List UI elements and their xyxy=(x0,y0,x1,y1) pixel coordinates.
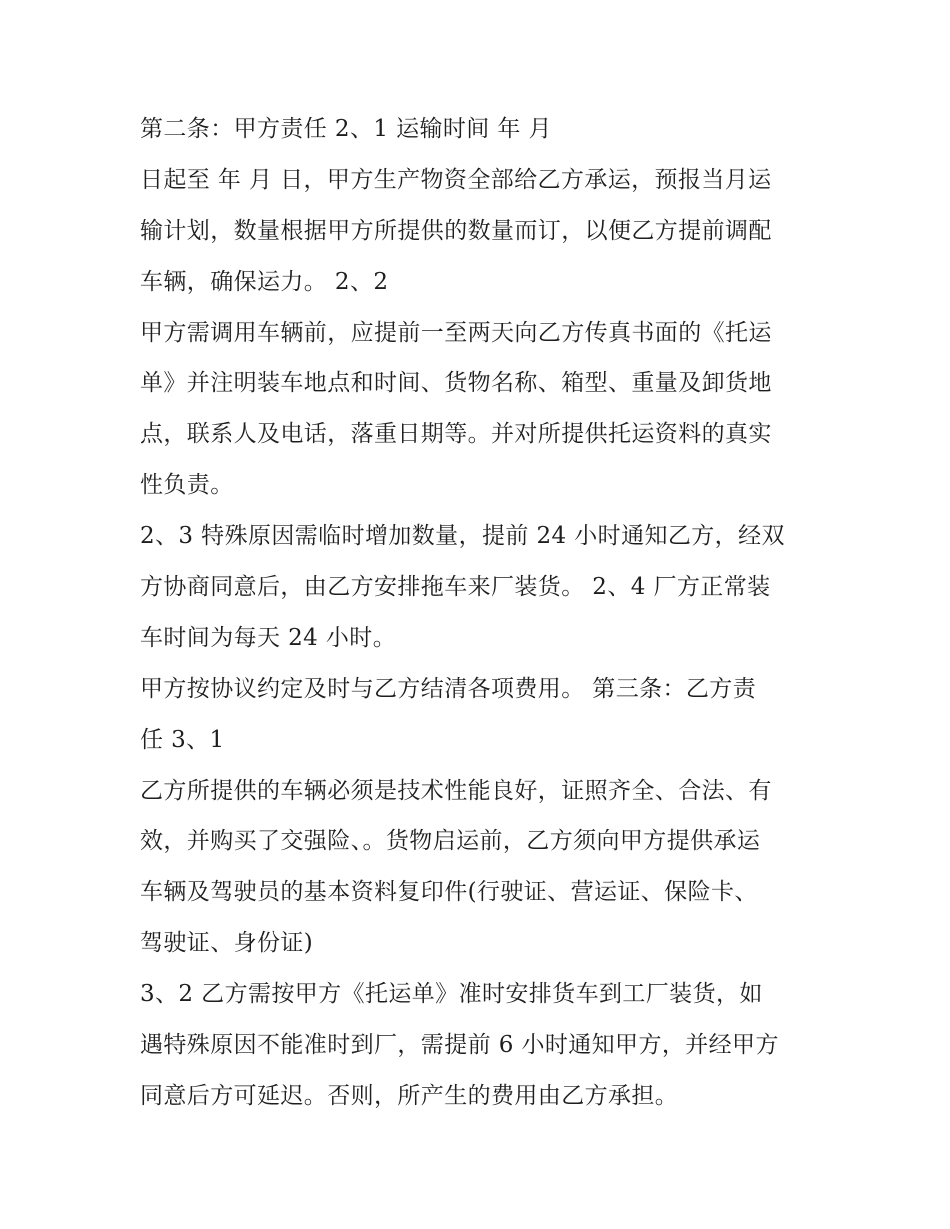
text-line: 驾驶证、身份证) xyxy=(140,930,314,957)
text-line: 任 3、1 xyxy=(140,726,225,753)
text-line: 遇特殊原因不能准时到厂，需提前 6 小时通知甲方，并经甲方 xyxy=(140,1032,779,1059)
text-line: 3、2 乙方需按甲方《托运单》准时安排货车到工厂装货，如 xyxy=(140,981,763,1008)
text-line: 车时间为每天 24 小时。 xyxy=(140,624,397,651)
text-line: 甲方按协议约定及时与乙方结清各项费用。 第三条：乙方责 xyxy=(140,675,757,702)
contract-text-block xyxy=(140,104,820,1122)
text-line: 2、3 特殊原因需临时增加数量，提前 24 小时通知乙方，经双 xyxy=(140,523,785,550)
text-line: 车辆，确保运力。 2、2 xyxy=(140,268,389,295)
text-line: 性负责。 xyxy=(140,472,234,499)
text-line: 日起至 年 月 日，甲方生产物资全部给乙方承运，预报当月运 xyxy=(140,166,772,193)
text-line: 效，并购买了交强险、。货物启运前，乙方须向甲方提供承运 xyxy=(140,828,761,855)
text-line: 乙方所提供的车辆必须是技术性能良好，证照齐全、合法、有 xyxy=(140,777,772,804)
text-line: 同意后方可延迟。否则，所产生的费用由乙方承担。 xyxy=(140,1082,679,1109)
text-line: 方协商同意后，由乙方安排拖车来厂装货。 2、4 厂方正常装 xyxy=(140,574,771,601)
text-line: 第二条：甲方责任 2、1 运输时间 年 月 xyxy=(140,116,552,142)
text-line: 点，联系人及电话，落重日期等。并对所提供托运资料的真实 xyxy=(140,421,772,448)
text-line: 甲方需调用车辆前，应提前一至两天向乙方传真书面的《托运 xyxy=(140,319,772,346)
text-line: 输计划，数量根据甲方所提供的数量而订，以便乙方提前调配 xyxy=(140,217,772,244)
text-line: 单》并注明装车地点和时间、货物名称、箱型、重量及卸货地 xyxy=(140,370,772,397)
text-line: 车辆及驾驶员的基本资料复印件(行驶证、营运证、保险卡、 xyxy=(140,879,758,906)
